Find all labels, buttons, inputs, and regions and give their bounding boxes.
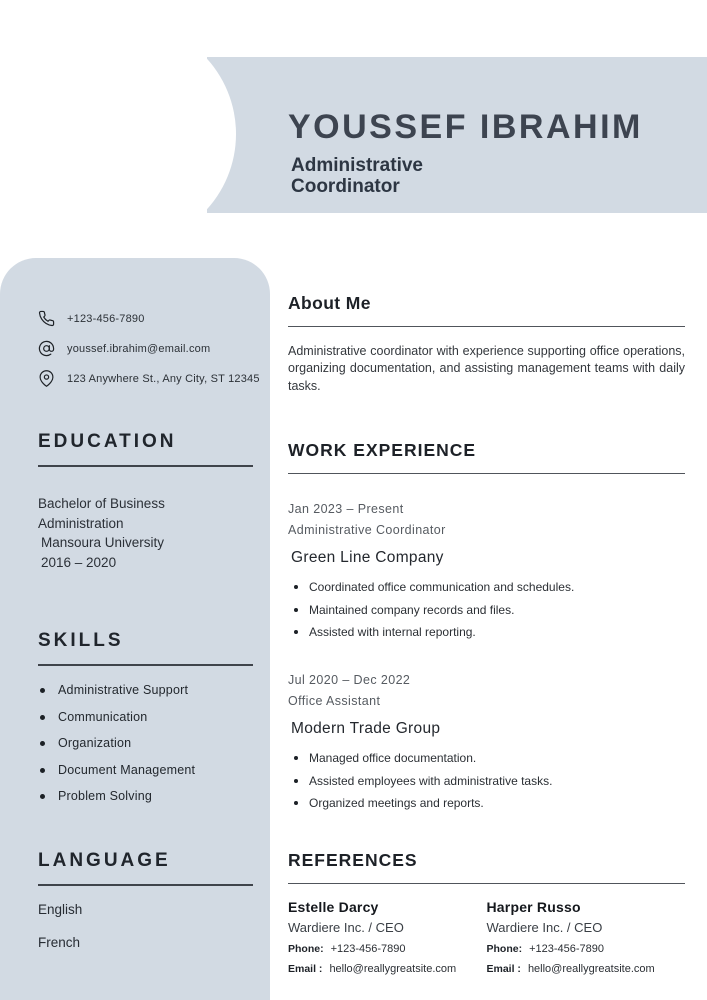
skill-item: Document Management xyxy=(38,763,253,777)
reference-phone-line xyxy=(487,943,686,955)
job-bullet: Assisted with internal reporting. xyxy=(288,625,685,639)
job-bullet-list xyxy=(288,751,685,810)
job-role: Office Assistant xyxy=(288,694,381,708)
experience-section xyxy=(288,440,685,840)
job-bullet: Coordinated office communication and schedules. xyxy=(288,580,685,594)
job-company: Green Line Company xyxy=(291,549,444,566)
reference-email-line xyxy=(487,963,686,975)
skills-divider xyxy=(38,664,253,666)
reference-email-label: Email : xyxy=(486,963,521,975)
experience-divider xyxy=(288,473,685,474)
job-bullet: Organized meetings and reports. xyxy=(288,796,685,810)
job-bullet: Assisted employees with administrative tasks. xyxy=(288,774,685,788)
language-section xyxy=(38,850,253,968)
reference-card xyxy=(288,899,487,975)
about-divider xyxy=(288,326,685,327)
references-heading: REFERENCES xyxy=(288,850,418,870)
education-divider xyxy=(38,465,253,467)
header-curve-cutout xyxy=(12,22,236,246)
reference-name: Estelle Darcy xyxy=(288,899,379,915)
reference-email-label: Email : xyxy=(288,963,323,975)
about-heading: About Me xyxy=(288,293,371,313)
skill-item: Administrative Support xyxy=(38,683,253,697)
person-name: YOUSSEF IBRAHIM xyxy=(288,108,643,146)
reference-org: Wardiere Inc. / CEO xyxy=(486,920,603,935)
reference-phone-label: Phone: xyxy=(288,943,324,955)
language-item: French xyxy=(38,935,81,950)
reference-name: Harper Russo xyxy=(486,899,581,915)
reference-phone: +123-456-7890 xyxy=(330,943,406,955)
language-item: English xyxy=(38,902,83,917)
education-heading: EDUCATION xyxy=(38,431,177,452)
about-section xyxy=(288,293,685,395)
contact-email: youssef.ibrahim@email.com xyxy=(67,342,211,355)
reference-phone: +123-456-7890 xyxy=(529,943,605,955)
map-pin-icon xyxy=(38,370,55,387)
education-years: 2016 – 2020 xyxy=(41,554,117,570)
language-heading: LANGUAGE xyxy=(38,850,171,871)
contact-phone: +123-456-7890 xyxy=(67,312,145,325)
job-entry xyxy=(288,673,685,819)
reference-phone-label: Phone: xyxy=(486,943,523,955)
skill-item: Organization xyxy=(38,736,253,750)
experience-heading: WORK EXPERIENCE xyxy=(288,440,477,460)
references-grid xyxy=(288,899,685,975)
education-entry xyxy=(38,494,253,572)
job-company: Modern Trade Group xyxy=(291,720,441,737)
at-sign-icon xyxy=(38,340,55,357)
skills-heading: SKILLS xyxy=(38,630,124,651)
job-bullet: Managed office documentation. xyxy=(288,751,685,765)
contact-email-row xyxy=(38,340,260,357)
references-section xyxy=(288,850,685,975)
contact-block xyxy=(38,310,260,400)
skill-item: Problem Solving xyxy=(38,789,253,803)
job-dates: Jan 2023 – Present xyxy=(288,502,404,516)
education-degree: Bachelor of Business Administration xyxy=(38,496,165,531)
job-bullet-list xyxy=(288,580,685,639)
job-role: Administrative Coordinator xyxy=(288,523,446,537)
references-divider xyxy=(288,883,685,884)
about-text: Administrative coordinator with experience supporting office operations, organizing documentation, and assisting management teams with daily tasks. xyxy=(288,344,685,393)
reference-email-line xyxy=(288,963,487,975)
education-section xyxy=(38,431,253,572)
skills-section xyxy=(38,630,253,816)
reference-card xyxy=(487,899,686,975)
job-bullet: Maintained company records and files. xyxy=(288,603,685,617)
phone-icon xyxy=(38,310,55,327)
reference-email: hello@reallygreatsite.com xyxy=(527,963,655,975)
person-title: Administrative Coordinator xyxy=(291,155,423,197)
reference-org: Wardiere Inc. / CEO xyxy=(288,920,404,935)
header-content xyxy=(288,108,643,197)
sidebar xyxy=(0,258,270,1000)
skill-item: Communication xyxy=(38,710,253,724)
language-divider xyxy=(38,884,253,886)
skills-list xyxy=(38,683,253,803)
job-dates: Jul 2020 – Dec 2022 xyxy=(288,673,411,687)
reference-phone-line xyxy=(288,943,487,955)
language-list xyxy=(38,902,253,950)
contact-address-row xyxy=(38,370,260,387)
contact-address: 123 Anywhere St., Any City, ST 12345 xyxy=(67,372,260,385)
contact-phone-row xyxy=(38,310,260,327)
reference-email: hello@reallygreatsite.com xyxy=(329,963,457,975)
education-school: Mansoura University xyxy=(41,535,165,551)
job-entry xyxy=(288,502,685,648)
